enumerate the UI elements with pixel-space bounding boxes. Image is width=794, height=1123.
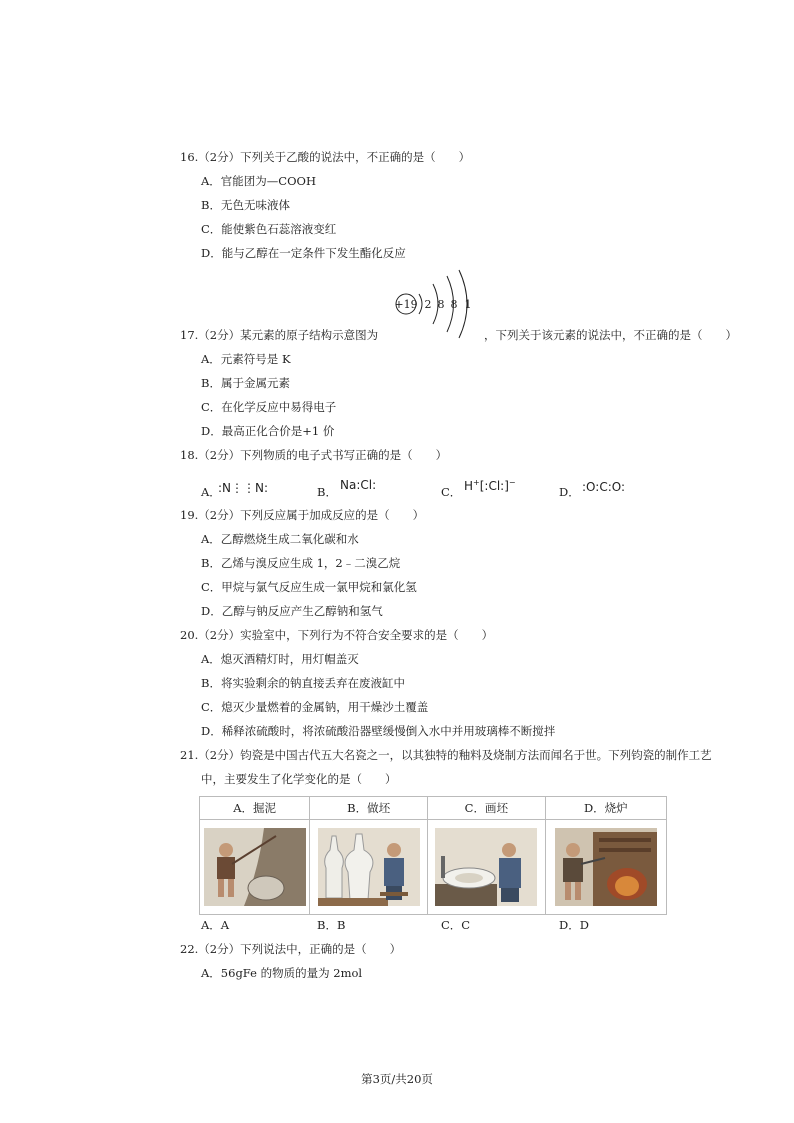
q21-option-c: C．C bbox=[441, 918, 471, 932]
q18-formula-c-plus: + bbox=[473, 478, 480, 487]
q21-option-d: D．D bbox=[559, 918, 589, 932]
q16-option-c: C．能使紫色石蕊溶液变红 bbox=[201, 222, 337, 236]
q21-header-b: B．做坯 bbox=[310, 797, 428, 820]
q18-formula-b bbox=[340, 478, 376, 492]
q16-option-d: D．能与乙醇在一定条件下发生酯化反应 bbox=[201, 246, 406, 260]
q19-option-d: D．乙醇与钠反应产生乙醇钠和氢气 bbox=[201, 604, 383, 618]
page-number-footer: 第3页/共20页 bbox=[361, 1072, 433, 1086]
q16-stem: 16.（2分）下列关于乙酸的说法中，不正确的是（ ） bbox=[180, 150, 471, 164]
atomic-structure-diagram bbox=[393, 268, 479, 342]
q19-option-a: A．乙醇燃烧生成二氧化碳和水 bbox=[201, 532, 359, 546]
q18-label-d: D． bbox=[559, 485, 580, 499]
q17-stem-after: ，下列关于该元素的说法中，不正确的是（ ） bbox=[484, 328, 737, 342]
painting-plate-illustration bbox=[435, 828, 537, 906]
q21-option-b: B．B bbox=[317, 918, 346, 932]
q18-stem: 18.（2分）下列物质的电子式书写正确的是（ ） bbox=[180, 448, 448, 462]
digging-clay-illustration bbox=[204, 828, 306, 906]
q22-option-a: A．56gFe 的物质的量为 2mol bbox=[201, 966, 363, 980]
q18-formula-b-cl: :Cl: bbox=[356, 478, 377, 492]
q20-option-d: D．稀释浓硫酸时，将浓硫酸沿器壁缓慢倒入水中并用玻璃棒不断搅拌 bbox=[201, 724, 556, 738]
q20-option-a: A．熄灭酒精灯时，用灯帽盖灭 bbox=[201, 652, 359, 666]
q18-label-b: B． bbox=[317, 485, 337, 499]
q20-option-c: C．熄灭少量燃着的金属钠，用干燥沙土覆盖 bbox=[201, 700, 429, 714]
q21-craft-table bbox=[199, 796, 667, 915]
q21-header-c: C．画坯 bbox=[427, 797, 545, 820]
q19-option-c: C．甲烷与氯气反应生成一氯甲烷和氯化氢 bbox=[201, 580, 417, 594]
q17-option-b: B．属于金属元素 bbox=[201, 376, 290, 390]
q18-formula-b-na: Na bbox=[340, 478, 357, 492]
q21-cell-b bbox=[310, 820, 428, 915]
q19-option-b: B．乙烯与溴反应生成 1，2﹣二溴乙烷 bbox=[201, 556, 401, 570]
shell-electrons-2: 8 bbox=[437, 298, 445, 311]
shaping-vase-illustration bbox=[318, 828, 420, 906]
q21-header-d: D．烧炉 bbox=[545, 797, 666, 820]
q19-stem: 19.（2分）下列反应属于加成反应的是（ ） bbox=[180, 508, 425, 522]
q21-cell-c bbox=[427, 820, 545, 915]
q16-option-a: A．官能团为—COOH bbox=[201, 174, 316, 188]
q21-option-a: A．A bbox=[201, 918, 230, 932]
q18-label-a: A． bbox=[201, 485, 221, 499]
q20-option-b: B．将实验剩余的钠直接丢弃在废液缸中 bbox=[201, 676, 405, 690]
q17-option-c: C．在化学反应中易得电子 bbox=[201, 400, 337, 414]
q16-option-b: B．无色无味液体 bbox=[201, 198, 290, 212]
shell-electrons-1: 2 bbox=[424, 298, 432, 311]
q17-option-a: A．元素符号是 K bbox=[201, 352, 291, 366]
q18-formula-c bbox=[464, 478, 516, 493]
q21-header-a: A．掘泥 bbox=[200, 797, 310, 820]
q18-formula-d: :O:C:O: bbox=[582, 480, 626, 494]
q21-cell-d bbox=[545, 820, 666, 915]
q20-stem: 20.（2分）实验室中，下列行为不符合安全要求的是（ ） bbox=[180, 628, 494, 642]
shell-electrons-3: 8 bbox=[450, 298, 458, 311]
q21-stem-line1: 21.（2分）钧瓷是中国古代五大名瓷之一，以其独特的釉料及烧制方法而闻名于世。下列钧瓷的制作工艺 bbox=[180, 748, 712, 762]
q18-formula-c-h: H bbox=[464, 479, 474, 493]
q18-label-c: C． bbox=[441, 485, 462, 499]
q17-stem-before: 17.（2分）某元素的原子结构示意图为 bbox=[180, 328, 379, 342]
nucleus-charge: +19 bbox=[394, 298, 418, 311]
q18-formula-c-cl: [:Cl:] bbox=[479, 479, 509, 493]
q21-stem-line2: 中，主要发生了化学变化的是（ ） bbox=[201, 772, 397, 786]
firing-kiln-illustration bbox=[555, 828, 657, 906]
q22-stem: 22.（2分）下列说法中，正确的是（ ） bbox=[180, 942, 402, 956]
shell-electrons-4: 1 bbox=[464, 298, 472, 311]
q18-formula-a: :N⋮⋮N: bbox=[218, 481, 269, 495]
q18-formula-c-minus: − bbox=[508, 478, 516, 487]
q17-option-d: D．最高正化合价是+1 价 bbox=[201, 424, 335, 438]
q21-cell-a bbox=[200, 820, 310, 915]
